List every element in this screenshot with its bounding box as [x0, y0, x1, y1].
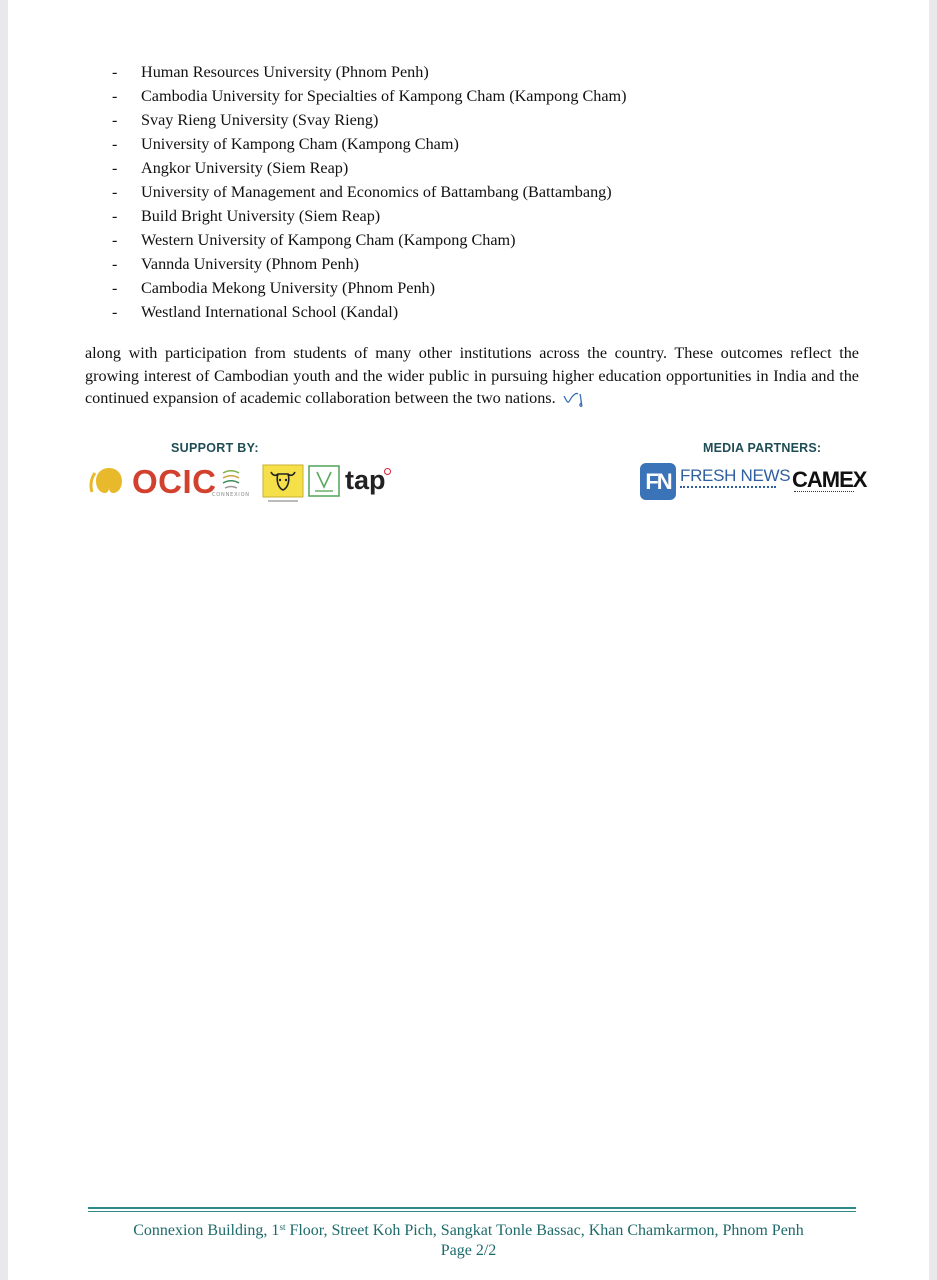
list-marker: -: [112, 135, 118, 153]
university-name: Cambodia Mekong University (Phnom Penh): [141, 279, 436, 297]
university-name: Angkor University (Siem Reap): [141, 159, 349, 177]
closing-paragraph-text: along with participation from students of many other institutions across the country. These outcomes reflect the growing interest of Cambodian youth and the wider public in pursuing higher education opportunities in India and the continued expansion of academic collaboration between the two nations.: [85, 344, 859, 407]
freshnews-logo-mark: FN: [640, 463, 676, 500]
document-page: [8, 0, 929, 1280]
footer-address-end: Floor, Street Koh Pich, Sangkat Tonle Bassac, Khan Chamkarmon, Phnom Penh: [285, 1222, 804, 1239]
footer-page-number: Page 2/2: [440, 1242, 497, 1259]
footer-address: [8, 1221, 929, 1241]
university-name: Westland International School (Kandal): [141, 303, 399, 321]
university-name: Western University of Kampong Cham (Kampong Cham): [141, 231, 516, 249]
camex-tagline-mark: [794, 491, 854, 495]
connexion-logo-text: CONNEXION: [212, 492, 250, 498]
university-name: Build Bright University (Siem Reap): [141, 207, 381, 225]
tap-logo-dot: [384, 468, 391, 475]
bull-head-logo: [262, 464, 304, 504]
university-list-item: [8, 180, 929, 204]
signature-initials: [562, 388, 590, 410]
list-marker: -: [112, 87, 118, 105]
university-list: [8, 60, 929, 324]
university-list-item: [8, 228, 929, 252]
university-list-item: [8, 84, 929, 108]
list-marker: -: [112, 303, 118, 321]
footer-rule-top: [88, 1207, 856, 1209]
media-partners-label: MEDIA PARTNERS:: [703, 441, 822, 455]
university-list-item: [8, 252, 929, 276]
university-name: Cambodia University for Specialties of Kampong Cham (Kampong Cham): [141, 87, 627, 105]
university-name: Human Resources University (Phnom Penh): [141, 63, 429, 81]
university-list-item: [8, 204, 929, 228]
list-marker: -: [112, 183, 118, 201]
list-marker: -: [112, 231, 118, 249]
camex-logo-text: CAMEX: [792, 467, 867, 492]
university-list-item: [8, 156, 929, 180]
university-list-item: [8, 276, 929, 300]
ocic-logo-text: OCIC: [132, 463, 217, 500]
support-by-label: SUPPORT BY:: [171, 441, 259, 455]
list-marker: -: [112, 159, 118, 177]
university-list-item: [8, 108, 929, 132]
footer-address-start: Connexion Building, 1: [133, 1222, 280, 1239]
footer-rule-bottom: [88, 1211, 856, 1212]
university-name: University of Kampong Cham (Kampong Cham): [141, 135, 459, 153]
university-name: Vannda University (Phnom Penh): [141, 255, 360, 273]
list-marker: -: [112, 207, 118, 225]
list-marker: -: [112, 63, 118, 81]
list-marker: -: [112, 255, 118, 273]
footer-address-ordinal: st: [279, 1222, 286, 1232]
connexion-logo-mark: [220, 468, 242, 492]
list-marker: -: [112, 279, 118, 297]
university-list-item: [8, 132, 929, 156]
university-name: Svay Rieng University (Svay Rieng): [141, 111, 379, 129]
university-list-item: [8, 300, 929, 324]
university-list-item: [8, 60, 929, 84]
v-partner-logo: [308, 465, 340, 497]
freshnews-tagline-mark: [680, 486, 776, 493]
ocic-logo-mark: [88, 462, 130, 500]
university-name: University of Management and Economics of Battambang (Battambang): [141, 183, 612, 201]
list-marker: -: [112, 111, 118, 129]
tap-logo-text: tap: [345, 465, 386, 495]
closing-paragraph: [85, 342, 859, 410]
freshnews-logo-text: FRESH NEWS: [680, 466, 791, 485]
